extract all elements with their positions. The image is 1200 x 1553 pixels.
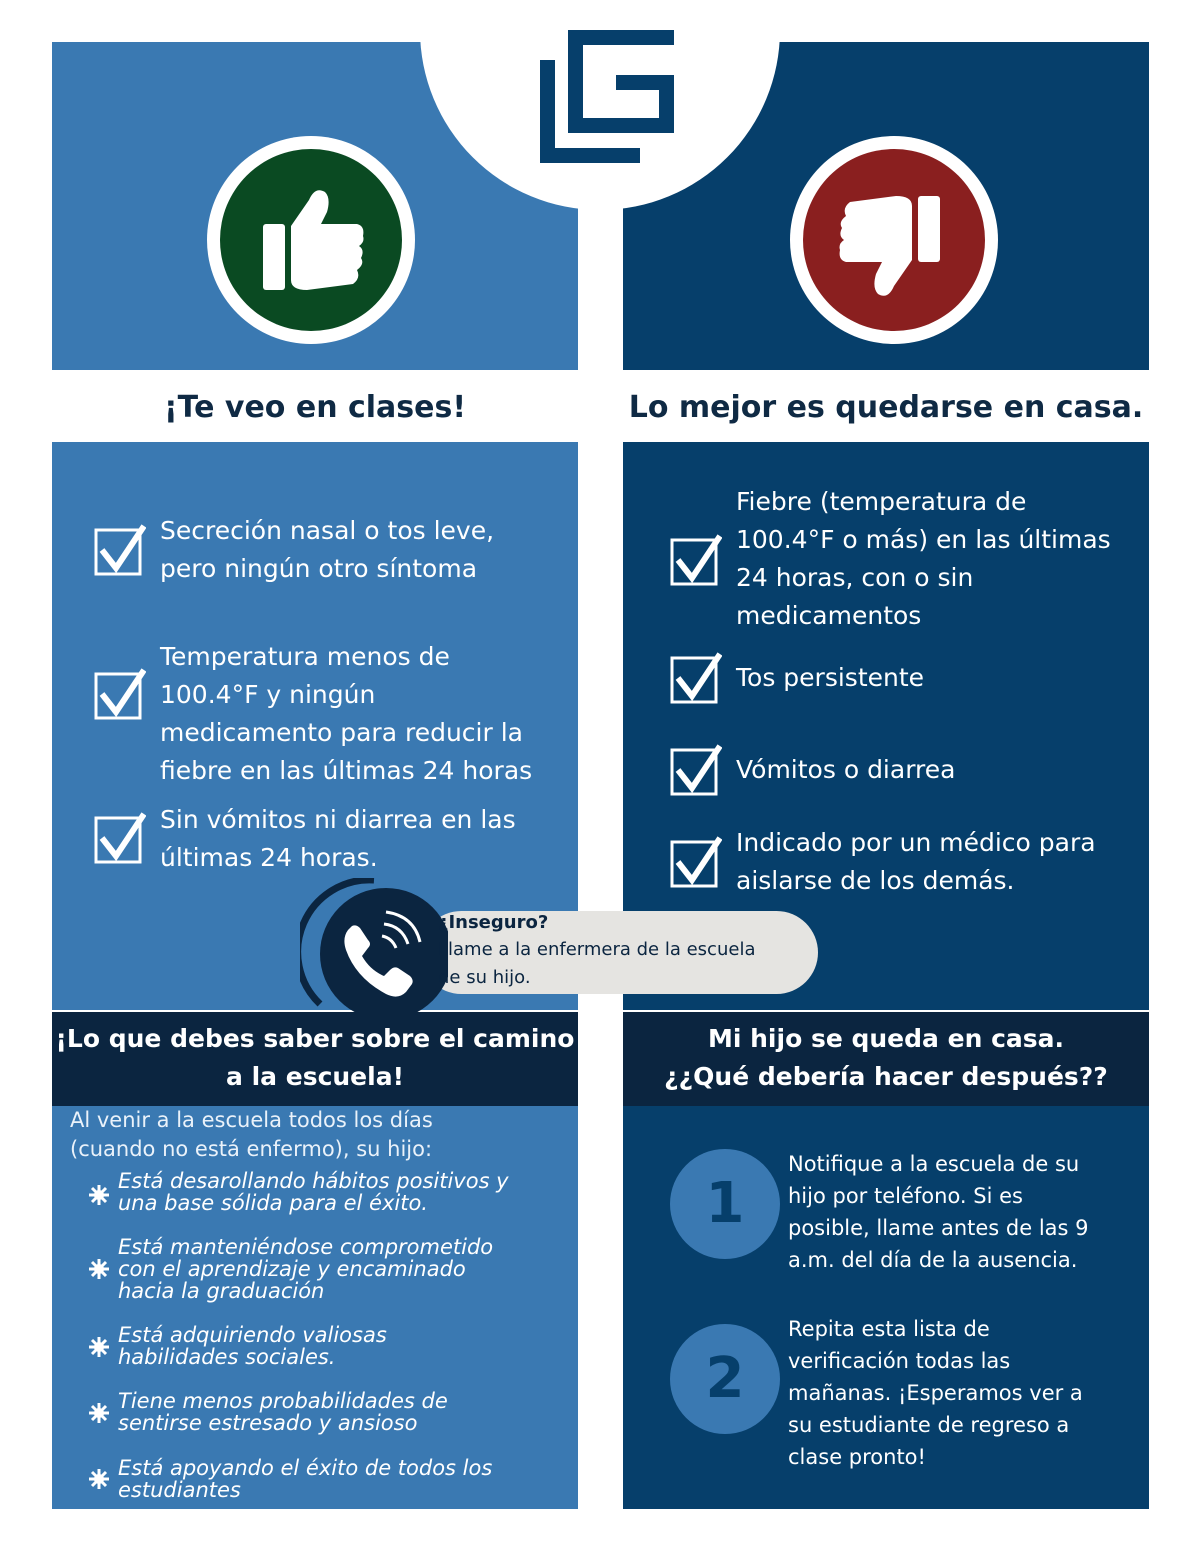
right-heading: Lo mejor es quedarse en casa.	[628, 390, 1144, 425]
school-way-intro: Al venir a la escuela todos los días (cuando no está enfermo), su hijo:	[70, 1108, 433, 1161]
checkbox-icon	[670, 744, 722, 796]
burst-bullet-icon	[88, 1402, 110, 1424]
right-item-1: Fiebre (temperatura de 100.4°F o más) en las últimas 24 horas, con o sin medicamentos	[736, 487, 1111, 630]
burst-bullet-icon	[88, 1258, 110, 1280]
left-item-3: Sin vómitos ni diarrea en las últimas 24 horas.	[160, 805, 516, 872]
left-item-1: Secreción nasal o tos leve, pero ningún otro síntoma	[160, 516, 495, 583]
callout-body: Llame a la enfermera de la escuela de su hijo.	[438, 939, 756, 988]
school-way-bullet-1: Está desarollando hábitos positivos y una base sólida para el éxito.	[118, 1169, 509, 1215]
school-way-bullet-3: Está adquiriendo valiosas habilidades sociales.	[118, 1323, 387, 1369]
burst-bullet-icon	[88, 1336, 110, 1358]
burst-bullet-icon	[88, 1468, 110, 1490]
right-item-3: Vómitos o diarrea	[736, 755, 956, 784]
callout-title: ¿Inseguro?	[438, 912, 549, 933]
step-number-1: 1	[670, 1149, 780, 1259]
school-way-bullet-2: Está manteniéndose comprometido con el aprendizaje y encaminado hacia la graduación	[118, 1235, 494, 1303]
thumbs-down-icon	[838, 194, 942, 302]
step-text-1: Notifique a la escuela de su hijo por teléfono. Si es posible, llame antes de las 9 a.m. del día de la ausencia.	[788, 1152, 1089, 1272]
school-way-bullet-4: Tiene menos probabilidades de sentirse estresado y ansioso	[118, 1389, 448, 1435]
lg-monogram-logo	[538, 30, 678, 165]
school-way-bullet-5: Está apoyando el éxito de todos los estudiantes	[118, 1456, 493, 1502]
school-way-panel	[52, 1106, 578, 1509]
checkbox-icon	[670, 836, 722, 888]
phone-icon	[300, 878, 448, 1026]
school-way-title: ¡Lo que debes saber sobre el camino a la escuela!	[55, 1024, 575, 1091]
checkbox-icon	[94, 812, 146, 864]
right-item-2: Tos persistente	[736, 663, 925, 692]
left-heading: ¡Te veo en clases!	[163, 390, 467, 425]
checkbox-icon	[670, 652, 722, 704]
thumbs-up-badge	[207, 136, 415, 344]
checkbox-icon	[94, 668, 146, 720]
checkbox-icon	[670, 534, 722, 586]
left-item-2: Temperatura menos de 100.4°F y ningún medicamento para reducir la fiebre en las últimas 24 horas	[160, 642, 533, 785]
checkbox-icon	[94, 524, 146, 576]
step-text-2: Repita esta lista de verificación todas las mañanas. ¡Esperamos ver a su estudiante de regreso a clase pronto!	[788, 1317, 1083, 1469]
thumbs-down-badge	[790, 136, 998, 344]
thumbs-up-icon	[261, 186, 365, 294]
right-item-4: Indicado por un médico para aislarse de los demás.	[736, 828, 1096, 895]
burst-bullet-icon	[88, 1184, 110, 1206]
step-number-2: 2	[670, 1324, 780, 1434]
next-steps-title: Mi hijo se queda en casa. ¿¿Qué debería hacer después??	[664, 1024, 1108, 1091]
